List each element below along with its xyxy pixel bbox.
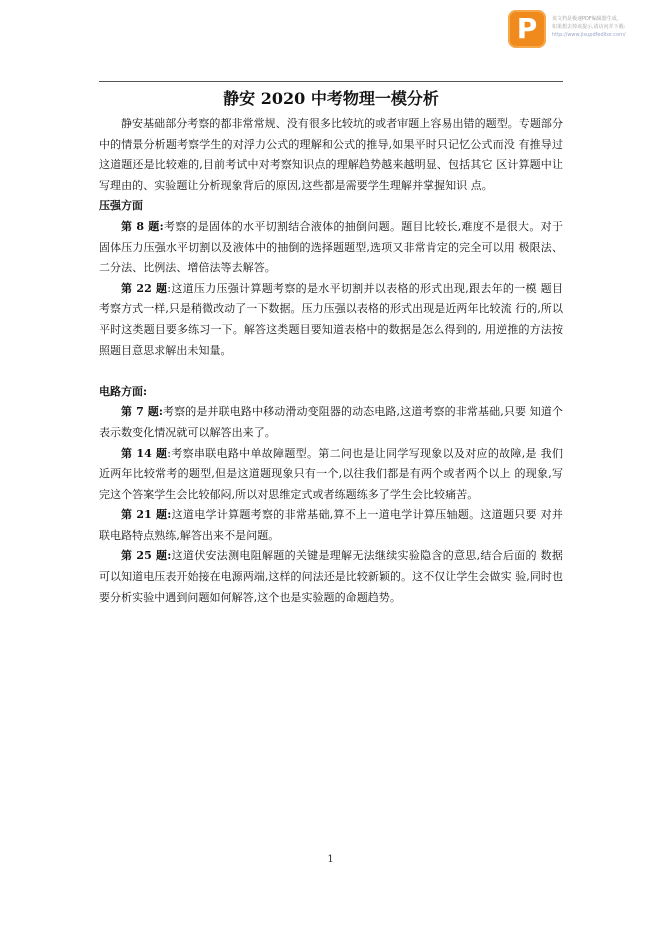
pdf-editor-logo	[508, 10, 546, 48]
question-text: 这道伏安法测电阻解题的关键是理解无法继续实验隐含的意思,结合后面的 数据可以知道电压表开始接在电源两端,这样的问法还是比较新颖的。这不仅让学生会做实 验,同时也要分析实验中遇到问题如何解答,这个也是实验题的命题趋势。	[99, 549, 563, 604]
question-label-sep: :	[167, 281, 172, 295]
question-label: 第 21 题	[121, 508, 168, 522]
question-label-sep: :	[167, 508, 172, 522]
watermark-line-1: 该文档是极速PDF编辑器生成,	[552, 16, 619, 22]
question-text: 这道电学计算题考察的非常基础,算不上一道电学计算压轴题。这道题只要 对并联电路特点熟练,解答出来不是问题。	[99, 508, 563, 542]
watermark-notice	[552, 15, 660, 39]
question-paragraph	[99, 505, 563, 546]
section-heading-pressure: 压强方面	[99, 199, 143, 213]
pdf-logo-icon: P	[516, 12, 538, 45]
page-number: 1	[327, 854, 334, 865]
question-text: 这道压力压强计算题考察的是水平切割并以表格的形式出现,跟去年的一模 题目考察方式一样,只是稍微改动了一下数据。压力压强以表格的形式出现是近两年比较流 行的,所以平时这类题目要多练习一下。解答这类题目要知道表格中的数据是怎么得到的, 用逆推的方法按照题目意思求解出未知量。	[99, 281, 563, 357]
section-gap	[99, 361, 563, 382]
question-paragraph	[99, 217, 563, 279]
header-rule	[99, 81, 563, 82]
question-label-sep: :	[167, 446, 172, 460]
question-text: 考察的是并联电路中移动滑动变阻器的动态电路,这道考察的非常基础,只要 知道个表示数变化情况就可以解答出来了。	[99, 405, 563, 439]
question-paragraph	[99, 402, 563, 443]
question-label-sep: :	[167, 549, 172, 563]
intro-paragraph: 静安基础部分考察的都非常常规、没有很多比较坑的或者审题上容易出错的题型。专题部分中的情景分析题考察学生的对浮力公式的理解和公式的推导,如果平时只记忆公式而没 有推导过这道题还是比较难的,目前考试中对考察知识点的理解趋势越来越明显、包括其它 区计算题中让写理由的、实验题让分析现象背后的原因,这些都是需要学生理解并掌握知识 点。	[99, 117, 563, 192]
question-label: 第 8 题	[121, 219, 160, 233]
question-text: 考察的是固体的水平切割结合液体的抽倒问题。题目比较长,难度不是很大。对于固体压力压强水平切割以及液体中的抽倒的选择题题型,选项又非常肯定的完全可以用 极限法、二分法、比例法、增倍法等去解答。	[99, 219, 563, 275]
question-paragraph	[99, 546, 563, 608]
document-title: 静安 2020 中考物理一模分析	[223, 89, 439, 108]
question-label: 第 22 题	[121, 281, 168, 295]
question-label-sep: :	[159, 219, 164, 233]
question-paragraph	[99, 444, 563, 506]
section-heading-circuit: 电路方面:	[99, 384, 148, 398]
document-body	[99, 114, 563, 608]
question-label: 第 7 题	[121, 405, 159, 419]
question-text: 考察串联电路中单故障题型。第二问也是让同学写现象以及对应的故障,是 我们近两年比较常考的题型,但是这道题现象只有一个,以往我们都是有两个或者两个以上 的现象,写完这个答案学生会比较郁闷,所以对思维定式或者练题练多了学生会比较痛苦。	[99, 446, 563, 501]
question-paragraph	[99, 279, 563, 361]
question-label-sep: :	[158, 405, 163, 419]
watermark-line-2: 如果想去掉该提示,请访问并下载:	[552, 24, 626, 30]
watermark-url[interactable]: http://www.jisupdfeditor.com/	[552, 32, 626, 38]
question-label: 第 14 题	[121, 446, 168, 460]
question-label: 第 25 题	[121, 549, 168, 563]
